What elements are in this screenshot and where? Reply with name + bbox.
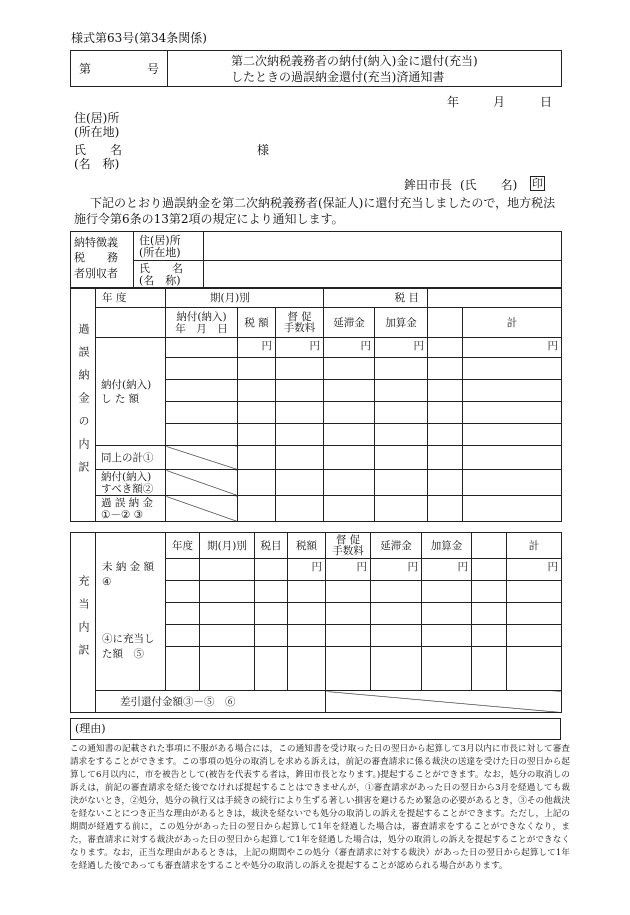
address-label: 住(居)所 bbox=[74, 111, 120, 125]
cell bbox=[472, 559, 507, 581]
cell bbox=[288, 581, 326, 603]
app-yen-2: 円 bbox=[326, 559, 371, 581]
cell bbox=[238, 380, 276, 402]
cell bbox=[200, 647, 255, 691]
cell bbox=[428, 380, 463, 402]
cell bbox=[276, 358, 324, 380]
cell bbox=[288, 603, 326, 625]
balance-diagonal bbox=[326, 691, 562, 713]
cell bbox=[288, 647, 326, 691]
cell bbox=[255, 647, 288, 691]
cell bbox=[326, 625, 371, 647]
form-number: 様式第63号(第34条関係) bbox=[71, 31, 207, 45]
cell bbox=[288, 625, 326, 647]
yen-4: 円 bbox=[375, 338, 428, 358]
col-blank bbox=[428, 308, 463, 338]
cell bbox=[507, 647, 562, 691]
cell bbox=[428, 424, 463, 446]
cell bbox=[200, 603, 255, 625]
diagonal-cell bbox=[166, 470, 238, 496]
app-col-fee: 督 促 手数料 bbox=[326, 533, 371, 559]
diagonal-cell bbox=[166, 446, 238, 470]
cell bbox=[371, 647, 422, 691]
cell bbox=[276, 496, 324, 522]
cell bbox=[238, 496, 276, 522]
cell bbox=[326, 647, 371, 691]
appropriation-table bbox=[70, 532, 562, 713]
cell bbox=[324, 424, 375, 446]
item-label: 税 目 bbox=[324, 288, 428, 308]
yen-3: 円 bbox=[324, 338, 375, 358]
title-line-1: 第二次納税義務者の納付(納入)金に還付(充当) bbox=[231, 54, 478, 68]
date-day: 日 bbox=[540, 95, 553, 109]
cell bbox=[276, 380, 324, 402]
cell bbox=[422, 581, 472, 603]
cell bbox=[166, 647, 200, 691]
balance-label: 差引還付金額③－⑤ ⑥ bbox=[96, 691, 326, 713]
header-box bbox=[70, 50, 562, 87]
cell bbox=[472, 625, 507, 647]
cell bbox=[375, 402, 428, 424]
cell bbox=[422, 603, 472, 625]
date-year: 年 bbox=[447, 95, 460, 109]
cell bbox=[166, 358, 238, 380]
yen-5: 円 bbox=[463, 338, 562, 358]
yen-2: 円 bbox=[276, 338, 324, 358]
appropriation-side-label: 充当内訳 bbox=[71, 533, 96, 713]
cell bbox=[200, 625, 255, 647]
cell bbox=[255, 581, 288, 603]
period-label: 期(月)別 bbox=[166, 288, 324, 308]
app-yen-1: 円 bbox=[288, 559, 326, 581]
cell bbox=[463, 380, 562, 402]
cell bbox=[375, 424, 428, 446]
cell bbox=[428, 402, 463, 424]
cell bbox=[507, 581, 562, 603]
taxpayer-block bbox=[70, 231, 562, 289]
cell bbox=[324, 358, 375, 380]
taxpayer-address-label: 住(居)所 bbox=[139, 234, 181, 247]
cell bbox=[324, 496, 375, 522]
cell bbox=[238, 424, 276, 446]
cell bbox=[428, 470, 463, 496]
cell bbox=[428, 446, 463, 470]
paid-date-header: 納付(納入) 年 月 日 bbox=[166, 308, 238, 338]
cell bbox=[238, 446, 276, 470]
cell bbox=[371, 581, 422, 603]
cell bbox=[166, 424, 238, 446]
cell bbox=[166, 380, 238, 402]
col-additional: 加算金 bbox=[375, 308, 428, 338]
notes: この通知書の記載された事項に不服がある場合には，この通知書を受け取った日の翌日から起算して3月以内に市長に対して審査請求をすることができます。この事項の処分の取消しを求める訴えは，前記の審査請求に係る裁決の送達を受けた日の翌日から起算して6月以内に，市を被告として(被告を代表する者は，鉾田市長となります。)提起することができます。なお，処分の取消しの訴えは，前記の審査請求を経た後でなければ提起することはできませんが，①審査請求があった日の翌日から3月を経過しても裁決がないとき，②処分，処分の執行又は手続きの続行により生ずる著しい損害を避けるため緊急の必要があるとき，③その他裁決を経ないことにつき正当な理由があるときは，裁決を経ないでも処分の取消しの訴えを提起することができます。ただし，上記の期間が経過する前に，この処分があった日の翌日から起算して1年を経過した場合は，審査請求をすることができなくなり，また，審査請求に対する裁決があった日の翌日から起算して1年を経過した場合は，処分の取消しの訴えを提起することができなくなります。なお，正当な理由があるときは，上記の期間やこの処分（審査請求に対する裁決）があった日の翌日から起算して1年を経過した後であっても審査請求をすることや処分の取消しの訴えを提起することが認められる場合があります。 bbox=[70, 744, 570, 871]
year-label: 年 度 bbox=[96, 288, 166, 308]
cell bbox=[200, 581, 255, 603]
cell bbox=[255, 603, 288, 625]
cell bbox=[166, 581, 200, 603]
cell bbox=[166, 338, 238, 358]
cell bbox=[463, 358, 562, 380]
blank-header bbox=[96, 308, 166, 338]
cell bbox=[472, 581, 507, 603]
issuer-name-label: (氏 名) bbox=[460, 178, 518, 192]
honorific: 様 bbox=[257, 143, 270, 157]
cell bbox=[166, 559, 200, 581]
name-label: 氏 名 bbox=[74, 143, 123, 157]
app-col-tax: 税額 bbox=[288, 533, 326, 559]
cell bbox=[375, 358, 428, 380]
number-suffix: 号 bbox=[147, 62, 160, 76]
cell bbox=[422, 625, 472, 647]
title-line-2: したときの過誤納金還付(充当)済通知書 bbox=[231, 70, 445, 84]
taxpayer-address-sub: (所在地) bbox=[139, 246, 181, 259]
cell bbox=[463, 470, 562, 496]
appropriated-label: ④に充当し た額 ⑤ bbox=[102, 633, 155, 660]
cell bbox=[166, 603, 200, 625]
yen-1: 円 bbox=[238, 338, 276, 358]
taxpayer-name-sub: (名 称) bbox=[139, 274, 181, 287]
app-col-year: 年度 bbox=[166, 533, 200, 559]
body-text-2: 施行令第6条の13第2項の規定により通知します。 bbox=[74, 212, 344, 226]
app-yen-5: 円 bbox=[507, 559, 562, 581]
col-fee: 督 促 手数料 bbox=[276, 308, 324, 338]
cell bbox=[166, 625, 200, 647]
cell bbox=[326, 581, 371, 603]
cell bbox=[255, 625, 288, 647]
address-sub: (所在地) bbox=[74, 125, 120, 139]
seal-mark: 印 bbox=[532, 177, 543, 190]
app-yen-3: 円 bbox=[371, 559, 422, 581]
cell bbox=[238, 358, 276, 380]
paid-amount-label: 納付(納入) し た 額 bbox=[96, 338, 166, 446]
cell bbox=[238, 402, 276, 424]
cell bbox=[371, 625, 422, 647]
diagonal-cell bbox=[166, 496, 238, 522]
taxpayer-name-label: 氏 名 bbox=[139, 262, 183, 275]
cell bbox=[324, 380, 375, 402]
cell bbox=[507, 603, 562, 625]
should-pay-label: 納付(納入) すべき額② bbox=[96, 470, 166, 496]
appropriation-label-column bbox=[96, 533, 166, 691]
cell bbox=[326, 603, 371, 625]
app-col-total: 計 bbox=[507, 533, 562, 559]
unpaid-label: 未 納 金 額 ④ bbox=[102, 561, 155, 588]
reason-label: (理由) bbox=[75, 722, 106, 735]
cell bbox=[371, 603, 422, 625]
cell bbox=[472, 647, 507, 691]
subtotal-label: 同上の計① bbox=[96, 446, 166, 470]
cell bbox=[375, 446, 428, 470]
taxpayer-left-1: 納特徴義 bbox=[74, 236, 118, 249]
col-delinquency: 延滞金 bbox=[324, 308, 375, 338]
overpaid-label: 過 誤 納 金 ①－② ③ bbox=[96, 496, 166, 522]
app-col-item: 税目 bbox=[255, 533, 288, 559]
cell bbox=[276, 424, 324, 446]
cell bbox=[276, 470, 324, 496]
cell bbox=[255, 559, 288, 581]
issuer-mayor: 鉾田市長 bbox=[404, 178, 453, 192]
cell bbox=[428, 496, 463, 522]
item-value bbox=[428, 288, 562, 308]
number-label: 第 bbox=[79, 62, 92, 76]
cell bbox=[375, 496, 428, 522]
app-col-additional: 加算金 bbox=[422, 533, 472, 559]
date-month: 月 bbox=[493, 95, 506, 109]
app-col-period: 期(月)別 bbox=[200, 533, 255, 559]
refund-table bbox=[70, 287, 562, 522]
body-text-1: 下記のとおり過誤納金を第二次納税義務者(保証人)に還付充当しましたので，地方税法 bbox=[90, 196, 556, 210]
cell bbox=[507, 625, 562, 647]
cell bbox=[375, 380, 428, 402]
cell bbox=[463, 446, 562, 470]
name-sub: (名 称) bbox=[74, 157, 120, 171]
taxpayer-left-3: 者別収者 bbox=[74, 267, 118, 280]
col-tax: 税 額 bbox=[238, 308, 276, 338]
col-total: 計 bbox=[463, 308, 562, 338]
cell bbox=[324, 446, 375, 470]
cell bbox=[276, 402, 324, 424]
cell bbox=[375, 470, 428, 496]
cell bbox=[428, 358, 463, 380]
refund-side-label: 過誤納金の内訳 bbox=[71, 288, 96, 522]
cell bbox=[276, 446, 324, 470]
cell bbox=[463, 496, 562, 522]
cell bbox=[472, 603, 507, 625]
cell bbox=[463, 424, 562, 446]
cell bbox=[238, 470, 276, 496]
cell bbox=[324, 402, 375, 424]
app-col-blank bbox=[472, 533, 507, 559]
taxpayer-left-2: 税 務 bbox=[74, 251, 118, 264]
cell bbox=[428, 338, 463, 358]
cell bbox=[200, 559, 255, 581]
cell bbox=[324, 470, 375, 496]
app-yen-4: 円 bbox=[422, 559, 472, 581]
cell bbox=[463, 402, 562, 424]
reason-box bbox=[70, 718, 561, 740]
cell bbox=[422, 647, 472, 691]
cell bbox=[166, 402, 238, 424]
app-col-delinquency: 延滞金 bbox=[371, 533, 422, 559]
